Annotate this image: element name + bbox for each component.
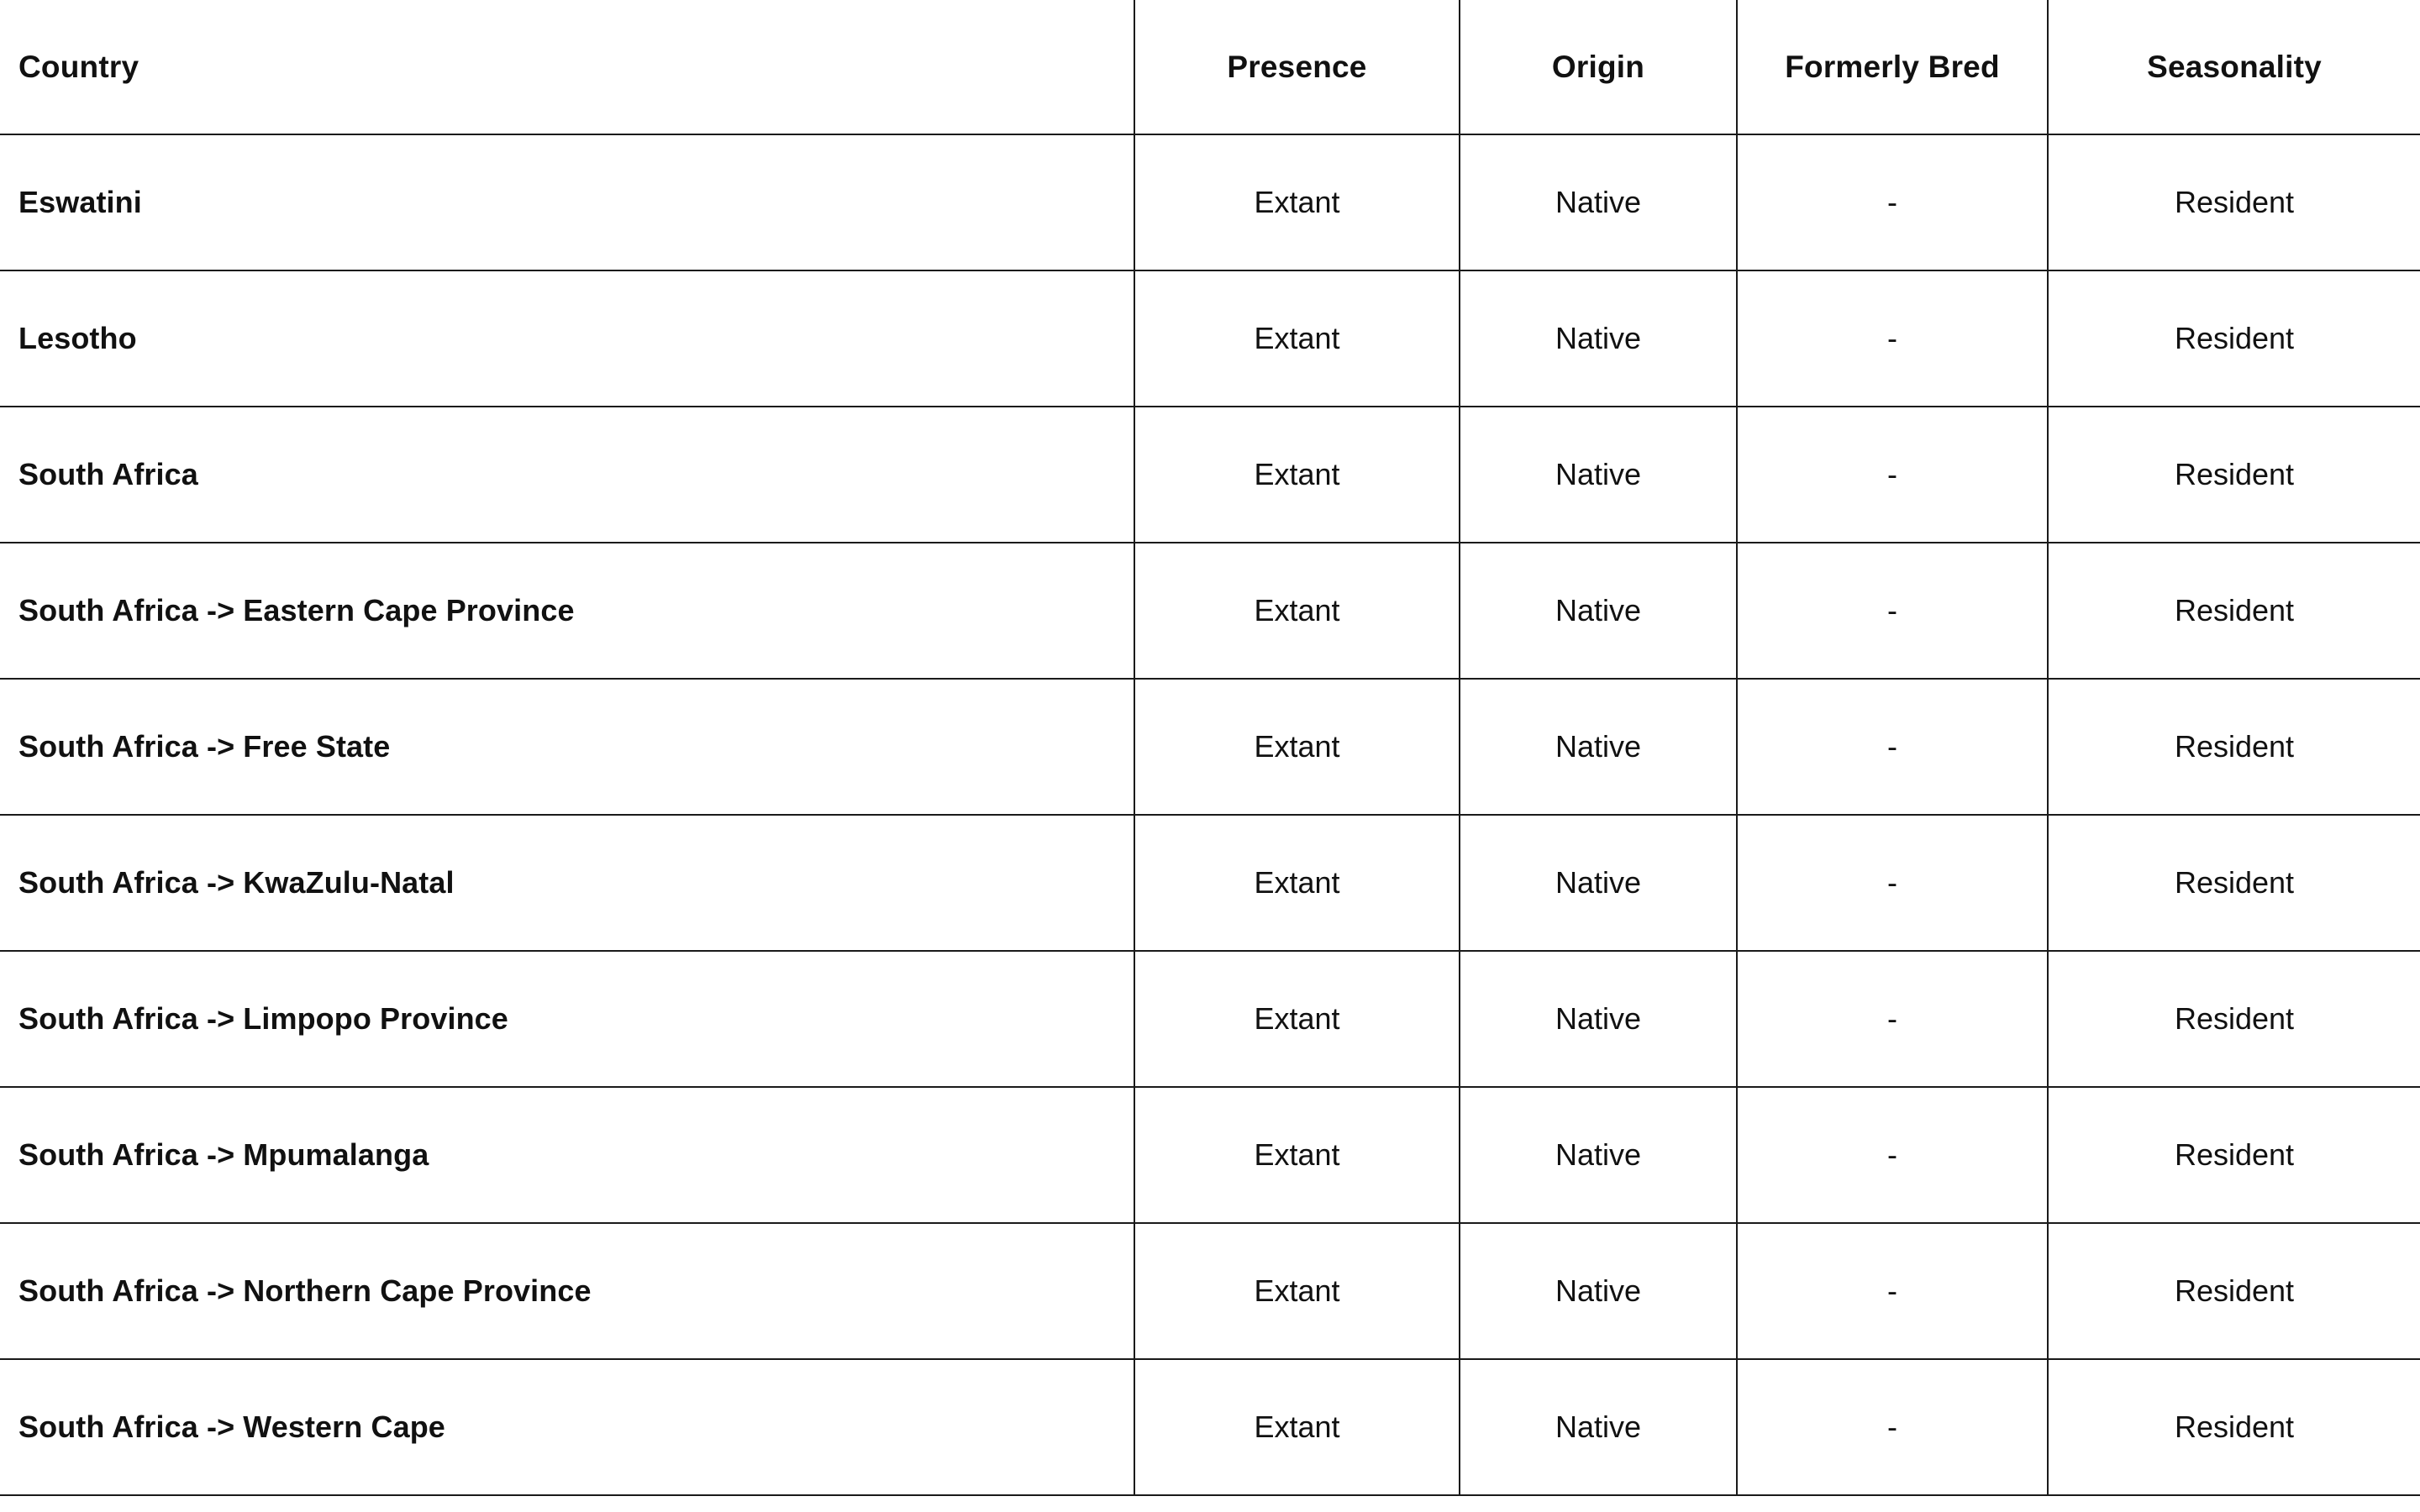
cell-seasonality: Resident xyxy=(2048,815,2420,951)
cell-seasonality: Resident xyxy=(2048,270,2420,407)
cell-origin: Native xyxy=(1460,407,1737,543)
cell-country: South Africa -> Eastern Cape Province xyxy=(0,543,1134,679)
table-row xyxy=(0,134,2420,270)
cell-seasonality: Resident xyxy=(2048,134,2420,270)
table-row xyxy=(0,815,2420,951)
table-header xyxy=(0,0,2420,134)
cell-formerly-bred: - xyxy=(1737,543,2048,679)
cell-origin: Native xyxy=(1460,270,1737,407)
cell-origin: Native xyxy=(1460,543,1737,679)
cell-presence: Extant xyxy=(1134,1087,1460,1223)
cell-country: Eswatini xyxy=(0,134,1134,270)
cell-seasonality: Resident xyxy=(2048,1359,2420,1495)
cell-formerly-bred: - xyxy=(1737,815,2048,951)
cell-country: South Africa -> Northern Cape Province xyxy=(0,1223,1134,1359)
cell-origin: Native xyxy=(1460,1359,1737,1495)
cell-country: Lesotho xyxy=(0,270,1134,407)
cell-formerly-bred: - xyxy=(1737,134,2048,270)
cell-origin: Native xyxy=(1460,1087,1737,1223)
cell-formerly-bred: - xyxy=(1737,407,2048,543)
cell-seasonality: Resident xyxy=(2048,1087,2420,1223)
cell-country: South Africa -> KwaZulu-Natal xyxy=(0,815,1134,951)
cell-origin: Native xyxy=(1460,1223,1737,1359)
cell-origin: Native xyxy=(1460,815,1737,951)
cell-formerly-bred: - xyxy=(1737,270,2048,407)
cell-country: South Africa -> Western Cape xyxy=(0,1359,1134,1495)
cell-origin: Native xyxy=(1460,679,1737,815)
cell-presence: Extant xyxy=(1134,1359,1460,1495)
table-row xyxy=(0,270,2420,407)
cell-seasonality: Resident xyxy=(2048,543,2420,679)
cell-presence: Extant xyxy=(1134,951,1460,1087)
cell-country: South Africa -> Mpumalanga xyxy=(0,1087,1134,1223)
cell-presence: Extant xyxy=(1134,543,1460,679)
cell-formerly-bred: - xyxy=(1737,1087,2048,1223)
cell-country: South Africa -> Limpopo Province xyxy=(0,951,1134,1087)
cell-country: South Africa xyxy=(0,407,1134,543)
table-row xyxy=(0,951,2420,1087)
cell-presence: Extant xyxy=(1134,270,1460,407)
cell-origin: Native xyxy=(1460,134,1737,270)
cell-presence: Extant xyxy=(1134,134,1460,270)
column-header-presence: Presence xyxy=(1134,0,1460,134)
cell-formerly-bred: - xyxy=(1737,1223,2048,1359)
column-header-formerly-bred: Formerly Bred xyxy=(1737,0,2048,134)
column-header-country: Country xyxy=(0,0,1134,134)
cell-presence: Extant xyxy=(1134,815,1460,951)
cell-origin: Native xyxy=(1460,951,1737,1087)
cell-seasonality: Resident xyxy=(2048,951,2420,1087)
column-header-origin: Origin xyxy=(1460,0,1737,134)
table-row xyxy=(0,1087,2420,1223)
table-row xyxy=(0,407,2420,543)
cell-presence: Extant xyxy=(1134,407,1460,543)
column-header-seasonality: Seasonality xyxy=(2048,0,2420,134)
table-row xyxy=(0,543,2420,679)
table-row xyxy=(0,679,2420,815)
cell-country: South Africa -> Free State xyxy=(0,679,1134,815)
cell-formerly-bred: - xyxy=(1737,1359,2048,1495)
cell-presence: Extant xyxy=(1134,679,1460,815)
cell-seasonality: Resident xyxy=(2048,679,2420,815)
cell-formerly-bred: - xyxy=(1737,679,2048,815)
table-body xyxy=(0,134,2420,1495)
cell-presence: Extant xyxy=(1134,1223,1460,1359)
table-row xyxy=(0,1223,2420,1359)
cell-formerly-bred: - xyxy=(1737,951,2048,1087)
table-header-row xyxy=(0,0,2420,134)
table-row xyxy=(0,1359,2420,1495)
cell-seasonality: Resident xyxy=(2048,407,2420,543)
cell-seasonality: Resident xyxy=(2048,1223,2420,1359)
